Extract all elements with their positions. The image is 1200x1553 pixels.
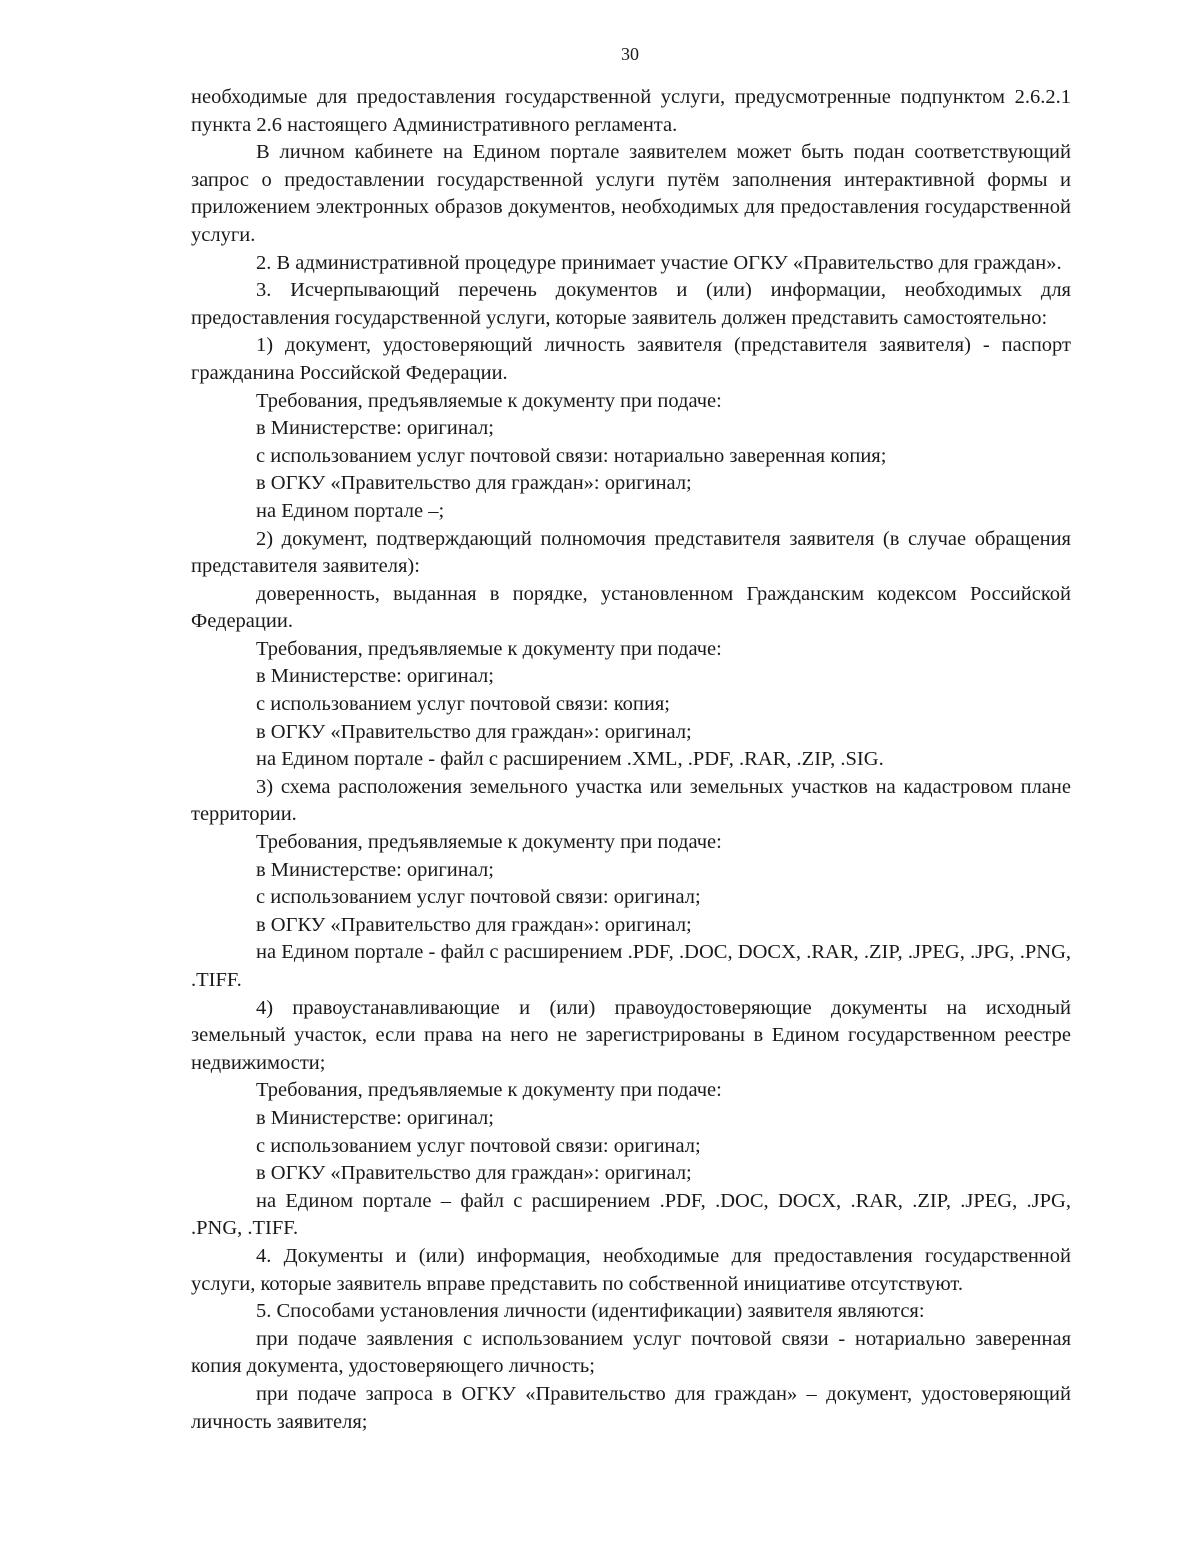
paragraph: Требования, предъявляемые к документу при подаче: bbox=[256, 831, 722, 854]
paragraph: на Едином портале – файл с расширением .PDF, .DOC, DOCX, .RAR, .ZIP, .JPEG, .JPG, .PNG, .TIFF. bbox=[191, 1189, 1071, 1240]
paragraph: в ОГКУ «Правительство для граждан»: оригинал; bbox=[256, 1162, 692, 1185]
paragraph: в ОГКУ «Правительство для граждан»: оригинал; bbox=[256, 720, 692, 743]
paragraph: Требования, предъявляемые к документу при подаче: bbox=[256, 389, 722, 412]
paragraph: в ОГКУ «Правительство для граждан»: оригинал; bbox=[256, 472, 692, 495]
paragraph: 3. Исчерпывающий перечень документов и (или) информации, необходимых для предоставления государственной услуги, которые заявитель должен представить самостоятельно: bbox=[191, 279, 1071, 329]
paragraph: с использованием услуг почтовой связи: нотариально заверенная копия; bbox=[256, 444, 887, 467]
paragraph: 4) правоустанавливающие и (или) правоудостоверяющие документы на исходный земельный участок, если права на него не зарегистрированы в Едином государственном реестре недвижимости; bbox=[191, 996, 1071, 1074]
document-body bbox=[191, 84, 1071, 1436]
paragraph: с использованием услуг почтовой связи: копия; bbox=[256, 693, 670, 716]
page-number: 30 bbox=[621, 44, 639, 64]
paragraph: на Едином портале - файл с расширением .XML, .PDF, .RAR, .ZIP, .SIG. bbox=[256, 748, 884, 771]
paragraph: В личном кабинете на Едином портале заявителем может быть подан соответствующий запрос о предоставлении государственной услуги путём заполнения интерактивной формы и приложением электронных образов документов, необходимых для предоставления государственной услуги. bbox=[191, 141, 1071, 246]
paragraph: с использованием услуг почтовой связи: оригинал; bbox=[256, 1134, 701, 1157]
paragraph: 3) схема расположения земельного участка или земельных участков на кадастровом плане территории. bbox=[191, 775, 1071, 826]
paragraph: 5. Способами установления личности (идентификации) заявителя являются: bbox=[256, 1300, 925, 1323]
paragraph: доверенность, выданная в порядке, установленном Гражданским кодексом Российской Федерации. bbox=[191, 582, 1071, 633]
paragraph: 4. Документы и (или) информация, необходимые для предоставления государственной услуги, которые заявитель вправе представить по собственной инициативе отсутствуют. bbox=[191, 1244, 1071, 1295]
paragraph: на Едином портале –; bbox=[256, 499, 445, 522]
paragraph: Требования, предъявляемые к документу при подаче: bbox=[256, 1079, 722, 1102]
paragraph: необходимые для предоставления государственной услуги, предусмотренные подпунктом 2.6.2.1 пункта 2.6 настоящего Административного регламента. bbox=[191, 86, 1071, 136]
paragraph: в Министерстве: оригинал; bbox=[256, 417, 494, 440]
paragraph: в Министерстве: оригинал; bbox=[256, 665, 494, 688]
paragraph: в Министерстве: оригинал; bbox=[256, 1106, 494, 1129]
paragraph: с использованием услуг почтовой связи: оригинал; bbox=[256, 886, 701, 909]
paragraph: на Едином портале - файл с расширением .PDF, .DOC, DOCX, .RAR, .ZIP, .JPEG, .JPG, .PNG, .TIFF. bbox=[191, 941, 1071, 991]
paragraph: в Министерстве: оригинал; bbox=[256, 858, 494, 881]
paragraph: в ОГКУ «Правительство для граждан»: оригинал; bbox=[256, 913, 692, 936]
paragraph: при подаче заявления с использованием услуг почтовой связи - нотариально заверенная копия документа, удостоверяющего личность; bbox=[191, 1327, 1071, 1378]
paragraph: 1) документ, удостоверяющий личность заявителя (представителя заявителя) - паспорт гражданина Российской Федерации. bbox=[191, 334, 1071, 384]
paragraph: при подаче запроса в ОГКУ «Правительство для граждан» – документ, удостоверяющий личность заявителя; bbox=[191, 1382, 1071, 1433]
paragraph: Требования, предъявляемые к документу при подаче: bbox=[256, 637, 722, 660]
paragraph: 2) документ, подтверждающий полномочия представителя заявителя (в случае обращения представителя заявителя): bbox=[191, 527, 1071, 578]
paragraph: 2. В административной процедуре принимает участие ОГКУ «Правительство для граждан». bbox=[256, 251, 1062, 274]
